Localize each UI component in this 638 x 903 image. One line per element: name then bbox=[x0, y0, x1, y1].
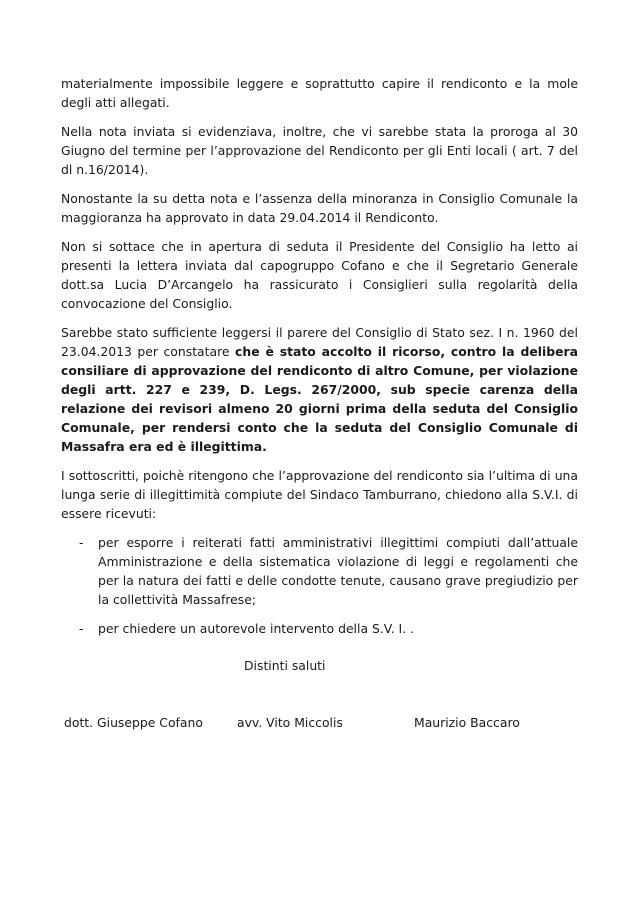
signature-baccaro: Maurizio Baccaro bbox=[414, 715, 520, 730]
signature-cofano: dott. Giuseppe Cofano bbox=[64, 715, 203, 730]
paragraph-2: Nella nota inviata si evidenziava, inoltre, che vi sarebbe stata la proroga al 30 Giugno del termine per l’approvazione del Rendiconto per gli Enti locali ( art. 7 del dl n.16/2014). bbox=[61, 124, 578, 177]
request-list bbox=[61, 533, 578, 638]
list-item-text: per chiedere un autorevole intervento della S.V. I. . bbox=[98, 621, 415, 636]
paragraph-5 bbox=[61, 323, 578, 456]
paragraph-4: Non si sottace che in apertura di seduta il Presidente del Consiglio ha letto ai presenti la lettera inviata dal capogruppo Cofano e che il Segretario Generale dott.sa Lucia D’Arcangelo ha rassicurato i Consiglieri sulla regolarità della convocazione del Consiglio. bbox=[61, 239, 578, 311]
paragraph-5-text: Sarebbe stato sufficiente leggersi il parere del Consiglio di Stato sez. I n. 1960 del 23.04.2013 per constatare bbox=[61, 325, 578, 359]
list-item bbox=[61, 619, 578, 638]
paragraph-3: Nonostante la su detta nota e l’assenza della minoranza in Consiglio Comunale la maggioranza ha approvato in data 29.04.2014 il Rendiconto. bbox=[61, 191, 578, 225]
closing-greeting: Distinti saluti bbox=[244, 658, 326, 673]
list-dash: - bbox=[79, 535, 84, 550]
letter-body bbox=[61, 74, 578, 648]
paragraph-5-bold-text: che è stato accolto il ricorso, contro la delibera consiliare di approvazione del rendiconto di altro Comune, per violazione degli artt. 227 e 239, D. Legs. 267/2000, sub specie carenza della relazione dei revisori almeno 20 giorni prima della seduta del Consiglio Comunale, per rendersi conto che la seduta del Consiglio Comunale di Massafra era ed è illegittima. bbox=[61, 344, 578, 454]
signature-miccolis: avv. Vito Miccolis bbox=[237, 715, 343, 730]
list-item bbox=[61, 533, 578, 609]
paragraph-1: materialmente impossibile leggere e soprattutto capire il rendiconto e la mole degli atti allegati. bbox=[61, 76, 578, 110]
list-dash: - bbox=[79, 621, 84, 636]
signatures-row bbox=[0, 713, 638, 732]
paragraph-6: I sottoscritti, poichè ritengono che l’approvazione del rendiconto sia l’ultima di una lunga serie di illegittimità compiute del Sindaco Tamburrano, chiedono alla S.V.I. di essere ricevuti: bbox=[61, 468, 578, 521]
list-item-text: per esporre i reiterati fatti amministrativi illegittimi compiuti dall’attuale Amministrazione e della sistematica violazione di leggi e regolamenti che per la natura dei fatti e delle condotte tenute, causano grave pregiudizio per la collettività Massafrese; bbox=[98, 535, 578, 607]
